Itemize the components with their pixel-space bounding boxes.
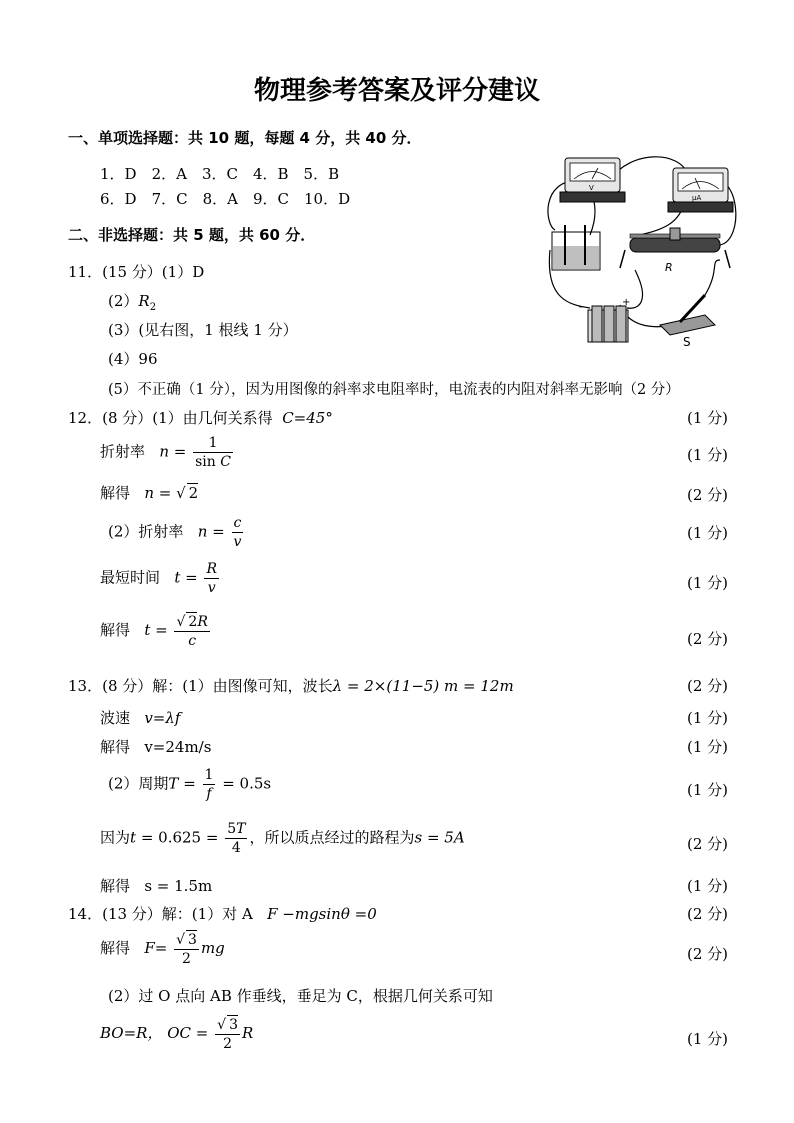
q13-line-6: 解得 s = 1.5m [100, 877, 213, 895]
q13-points-6: (1 分) [686, 877, 728, 895]
svg-text:V: V [589, 184, 594, 192]
q12-points-2: (1 分) [686, 446, 728, 464]
battery-icon [578, 297, 630, 342]
svg-text:R: R [665, 261, 673, 274]
q12-points-4: (1 分) [686, 524, 728, 542]
q13-line-4: (2）周期T = $\frac{1}{f}$ = 0.5s [108, 767, 272, 802]
q14-line-1: 14．(13 分）解：(1）对 A F −mgsinθ =0 [68, 905, 377, 923]
q14-line-4: BO=R， OC = $\frac{√ 3}{2}$ R [100, 1017, 254, 1052]
beaker-icon [552, 225, 600, 270]
q12-line-6: 解得 t = $\frac{√ 2R}{c}$ [100, 614, 208, 649]
q13-points-1: (2 分) [686, 677, 728, 695]
voltmeter-icon [560, 158, 625, 202]
svg-text:μA: μA [692, 194, 702, 202]
switch-icon [660, 295, 715, 349]
q13-line-1: 13．(8 分）解：(1）由图像可知，波长λ = 2×(11−5) m = 12m [68, 677, 514, 695]
q11-part2: $(2)R_2$ [108, 292, 157, 313]
q14-points-2: (2 分) [686, 945, 728, 963]
section-2-heading: 二、非选择题：共 5 题，共 60 分． [68, 226, 316, 244]
page-title: 物理参考答案及评分建议 [253, 76, 540, 106]
q13-points-2: (1 分) [686, 709, 728, 727]
section-1-heading: 一、单项选择题：共 10 题，每题 4 分，共 40 分． [68, 129, 422, 147]
q12-line-2: 折射率 n = $\frac{1}{\text{sin C}}$ [100, 435, 231, 470]
q12-points-1: (1 分) [686, 409, 728, 427]
q13-points-4: (1 分) [686, 781, 728, 799]
q12-line-1: 12．(8 分）(1）由几何关系得 C=45° [68, 409, 333, 427]
q12-line-5: 最短时间 t = $\frac{R}{v}$ [100, 561, 218, 596]
mcq-answers-row-2: 6．D 7．C 8．A 9．C 10．D [100, 190, 351, 208]
q14-points-4: (1 分) [686, 1030, 728, 1048]
rheostat-icon [620, 228, 730, 274]
mcq-answers-row-1: 1．D 2．A 3．C 4．B 5．B [100, 165, 340, 183]
q14-points-1: (2 分) [686, 905, 728, 923]
q14-line-3: (2）过 O 点向 AB 作垂线，垂足为 C，根据几何关系可知 [108, 987, 493, 1005]
svg-text:S: S [683, 335, 691, 349]
q11-part5: (5）不正确（1 分），因为用图像的斜率求电阻率时，电流表的内阻对斜率无影响（2 分） [108, 382, 680, 398]
q13-line-3: 解得 v=24m/s [100, 738, 212, 756]
q13-line-2: 波速 v=λf [100, 709, 181, 727]
q14-line-2: 解得 F= $\frac{√ 3}{2}$ mg [100, 932, 225, 967]
svg-text:+: + [622, 297, 631, 308]
microammeter-icon [668, 168, 733, 212]
q11-part3: (3）(见右图，1 根线 1 分） [108, 321, 298, 339]
q13-line-5: 因为t = 0.625 = $\frac{5T}{4}$ ，所以质点经过的路程为s = 5A [100, 821, 465, 856]
circuit-diagram [540, 150, 745, 355]
q12-points-3: (2 分) [686, 486, 728, 504]
q12-points-5: (1 分) [686, 574, 728, 592]
q11-part4: (4）96 [108, 350, 158, 368]
q13-points-5: (2 分) [686, 835, 728, 853]
q12-line-3: 解得 n = √ 2 [100, 484, 199, 502]
q13-points-3: (1 分) [686, 738, 728, 756]
q12-points-6: (2 分) [686, 630, 728, 648]
svg-text:−: − [578, 302, 587, 313]
q12-line-4: (2）折射率 n = $\frac{c}{v}$ [108, 515, 242, 550]
q11-head: 11．(15 分）(1）D [68, 263, 205, 281]
